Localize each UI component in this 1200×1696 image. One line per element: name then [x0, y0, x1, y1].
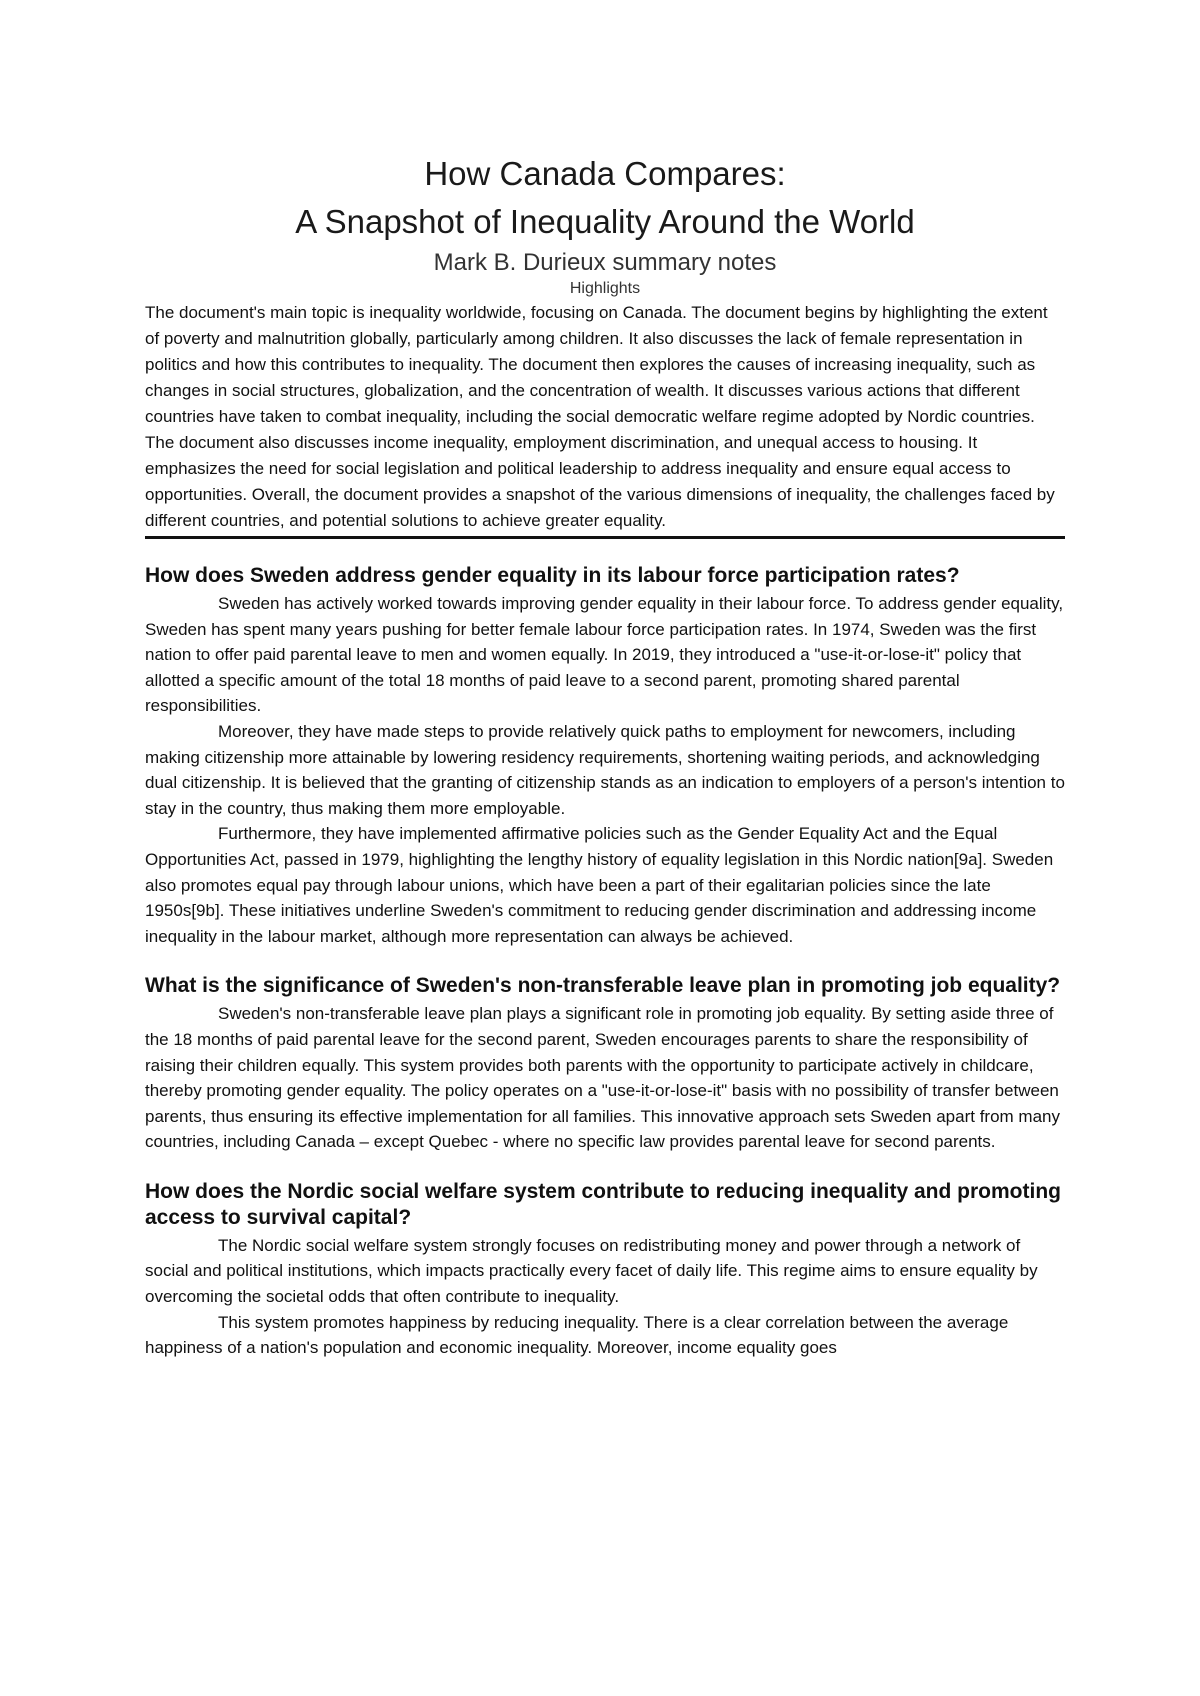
document-page [145, 150, 1065, 1361]
document-subtitle: Mark B. Durieux summary notes [433, 249, 777, 276]
highlights-label: Highlights [569, 280, 641, 297]
body-paragraph: This system promotes happiness by reducing inequality. There is a clear correlation between the average happiness of a nation's population and economic inequality. Moreover, income equality goes [145, 1312, 1009, 1358]
section-heading: What is the significance of Sweden's non-transferable leave plan in promoting job equality? [145, 974, 1061, 998]
section-nordic-welfare-system [145, 1179, 1065, 1361]
body-paragraph: Sweden has actively worked towards improving gender equality in their labour force. To address gender equality, Sweden has spent many years pushing for better female labour force participation rates. In 1974, Sweden was the first nation to offer paid parental leave to men and women equally. In 2019, they introduced a "use-it-or-lose-it" policy that allotted a specific amount of the total 18 months of paid leave to a second parent, promoting shared parental responsibilities. [145, 594, 1064, 716]
section-heading: How does the Nordic social welfare system contribute to reducing inequality and promoting access to survival capital? [145, 1179, 1061, 1229]
title-line-2: A Snapshot of Inequality Around the World [295, 203, 915, 240]
title-line-1: How Canada Compares: [424, 155, 786, 192]
section-heading: How does Sweden address gender equality in its labour force participation rates? [145, 564, 960, 587]
body-paragraph: Furthermore, they have implemented affirmative policies such as the Gender Equality Act and the Equal Opportunities Act, passed in 1979, highlighting the lengthy history of equality legislation in this Nordic nation[9a]. Sweden also promotes equal pay through labour unions, which have been a part of their egalitarian policies since the late 1950s[9b]. These initiatives underline Sweden's commitment to reducing gender discrimination and addressing income inequality in the labour market, although more representation can always be achieved. [145, 824, 1054, 946]
section-non-transferable-leave [145, 973, 1065, 1155]
body-paragraph: The Nordic social welfare system strongly focuses on redistributing money and power through a network of social and political institutions, which impacts practically every facet of daily life. This regime aims to ensure equality by overcoming the societal odds that often contribute to inequality. [145, 1235, 1038, 1307]
body-paragraph: Sweden's non-transferable leave plan plays a significant role in promoting job equality. By setting aside three of the 18 months of paid parental leave for the second parent, Sweden encourages parents to share the responsibility of raising their children equally. This system provides both parents with the opportunity to participate actively in childcare, thereby promoting gender equality. The policy operates on a "use-it-or-lose-it" basis with no possibility of transfer between parents, thus ensuring its effective implementation for all families. This innovative approach sets Sweden apart from many countries, including Canada – except Quebec - where no specific law provides parental leave for second parents. [145, 1004, 1060, 1152]
body-paragraph: Moreover, they have made steps to provide relatively quick paths to employment for newcomers, including making citizenship more attainable by lowering residency requirements, shortening waiting periods, and acknowledging dual citizenship. It is believed that the granting of citizenship stands as an indication to employers of a person's intention to stay in the country, thus making them more employable. [145, 721, 1065, 818]
summary-paragraph: The document's main topic is inequality worldwide, focusing on Canada. The document begins by highlighting the extent of poverty and malnutrition globally, particularly among children. It also discusses the lack of female representation in politics and how this contributes to inequality. The document then explores the causes of increasing inequality, such as changes in social structures, globalization, and the concentration of wealth. It discusses various actions that different countries have taken to combat inequality, including the social democratic welfare regime adopted by Nordic countries. The document also discusses income inequality, employment discrimination, and unequal access to housing. It emphasizes the need for social legislation and political leadership to address inequality and ensure equal access to opportunities. Overall, the document provides a snapshot of the various dimensions of inequality, the challenges faced by different countries, and potential solutions to achieve greater equality. [145, 300, 1065, 539]
section-sweden-gender-equality [145, 563, 1065, 949]
document-title [145, 150, 1065, 246]
